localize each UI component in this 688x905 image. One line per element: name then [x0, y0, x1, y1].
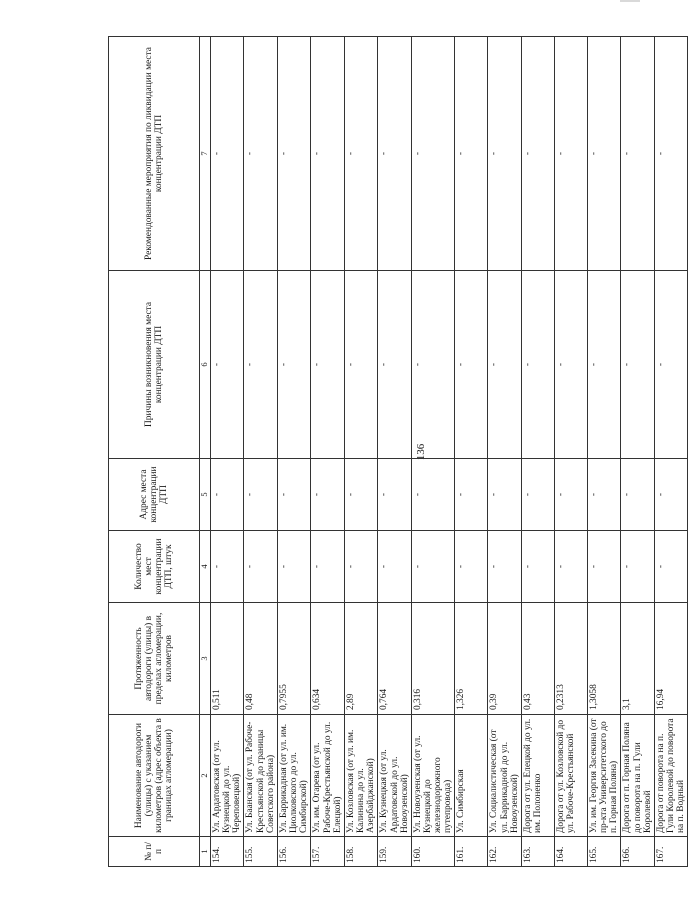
- dtp-address: -: [211, 459, 244, 531]
- dtp-concentration-table: [108, 36, 688, 867]
- dtp-address: -: [411, 459, 455, 531]
- road-length: 1,3058: [587, 603, 620, 715]
- dtp-count: -: [521, 531, 554, 603]
- dtp-address: -: [488, 459, 521, 531]
- dtp-count: -: [621, 531, 654, 603]
- row-number: 167.: [654, 837, 687, 867]
- row-number: 155.: [244, 837, 277, 867]
- road-name: Дорога от ул. Елецкой до ул. им. Полоненко: [521, 715, 554, 837]
- dtp-count: -: [411, 531, 455, 603]
- column-number: 6: [200, 271, 211, 459]
- table-header: [109, 37, 211, 867]
- table-row: [244, 37, 277, 867]
- road-length: 0,511: [211, 603, 244, 715]
- table-row: [311, 37, 344, 867]
- dtp-cause: -: [344, 271, 377, 459]
- row-number: 166.: [621, 837, 654, 867]
- row-number: 162.: [488, 837, 521, 867]
- recommended-measures: -: [488, 37, 521, 271]
- road-name: Ул. Социалистическая (от ул. Баррикадной до ул. Новоузенской): [488, 715, 521, 837]
- dtp-count: -: [554, 531, 587, 603]
- road-length: 0,764: [378, 603, 411, 715]
- column-number-row: [200, 37, 211, 867]
- table-row: [621, 37, 654, 867]
- recommended-measures: -: [621, 37, 654, 271]
- table-row: [654, 37, 687, 867]
- road-name: Ул. Ардатовская (от ул. Кузнецкой до ул. Череповецкой): [211, 715, 244, 837]
- table-row: [455, 37, 488, 867]
- header-length: Протяженность автодороги (улицы) в пределах агломерации, километров: [109, 603, 200, 715]
- dtp-cause: -: [587, 271, 620, 459]
- table-row: [211, 37, 244, 867]
- table-row: [378, 37, 411, 867]
- recommended-measures: -: [455, 37, 488, 271]
- dtp-address: -: [277, 459, 310, 531]
- recommended-measures: -: [211, 37, 244, 271]
- dtp-address: -: [521, 459, 554, 531]
- recommended-measures: -: [277, 37, 310, 271]
- table-row: [521, 37, 554, 867]
- dtp-cause: -: [455, 271, 488, 459]
- dtp-count: -: [244, 531, 277, 603]
- table-row: [488, 37, 521, 867]
- road-name: Ул. им. Огарева (от ул. Рабоче-Крестьянской до ул. Елецкой): [311, 715, 344, 837]
- dtp-cause: -: [654, 271, 687, 459]
- dtp-address: -: [621, 459, 654, 531]
- dtp-cause: -: [554, 271, 587, 459]
- table-row: [411, 37, 455, 867]
- dtp-address: -: [378, 459, 411, 531]
- road-name: Дорога от поворота на п. Гули Королевой до поворота на п. Водный: [654, 715, 687, 837]
- road-length: 0,7955: [277, 603, 310, 715]
- header-row: [109, 37, 200, 867]
- column-number: 7: [200, 37, 211, 271]
- recommended-measures: -: [521, 37, 554, 271]
- header-count: Количество мест концентрации ДТП, штук: [109, 531, 200, 603]
- column-number: 2: [200, 715, 211, 837]
- table-row: [344, 37, 377, 867]
- row-number: 154.: [211, 837, 244, 867]
- dtp-count: -: [378, 531, 411, 603]
- dtp-cause: -: [411, 271, 455, 459]
- dtp-address: -: [244, 459, 277, 531]
- page-edge-mark: [620, 0, 640, 2]
- recommended-measures: -: [411, 37, 455, 271]
- dtp-address: -: [587, 459, 620, 531]
- dtp-cause: -: [311, 271, 344, 459]
- dtp-count: -: [277, 531, 310, 603]
- dtp-address: -: [554, 459, 587, 531]
- road-length: 0,2313: [554, 603, 587, 715]
- dtp-cause: -: [244, 271, 277, 459]
- row-number: 161.: [455, 837, 488, 867]
- dtp-cause: -: [378, 271, 411, 459]
- road-name: Ул. Новоузенская (от ул. Кузнецкой до железнодорожного путепровода): [411, 715, 455, 837]
- road-name: Ул. Козловская (от ул. им. Калинина до ул. Азербайджанской): [344, 715, 377, 837]
- recommended-measures: -: [378, 37, 411, 271]
- row-number: 164.: [554, 837, 587, 867]
- recommended-measures: -: [654, 37, 687, 271]
- dtp-cause: -: [488, 271, 521, 459]
- dtp-address: -: [654, 459, 687, 531]
- dtp-cause: -: [521, 271, 554, 459]
- table-body: [211, 37, 688, 867]
- road-name: Ул. Баррикадная (от ул. им. Циолковского до ул. Симбирской): [277, 715, 310, 837]
- road-length: 1,326: [455, 603, 488, 715]
- dtp-cause: -: [621, 271, 654, 459]
- dtp-count: -: [488, 531, 521, 603]
- page-number: 136: [415, 443, 427, 461]
- header-address: Адрес места концентрации ДТП: [109, 459, 200, 531]
- header-road-name: Наименование автодороги (улицы) с указанием километров (адрес объекта в границах агломерации): [109, 715, 200, 837]
- road-length: 0,316: [411, 603, 455, 715]
- dtp-address: -: [344, 459, 377, 531]
- road-length: 16,94: [654, 603, 687, 715]
- dtp-count: -: [344, 531, 377, 603]
- road-length: 3,1: [621, 603, 654, 715]
- column-number: 5: [200, 459, 211, 531]
- dtp-address: -: [455, 459, 488, 531]
- road-name: Ул. Симбирская: [455, 715, 488, 837]
- column-number: 4: [200, 531, 211, 603]
- column-number: 3: [200, 603, 211, 715]
- road-name: Дорога от п. Горная Поляна до поворота на п. Гули Королевой: [621, 715, 654, 837]
- road-length: 2,89: [344, 603, 377, 715]
- header-num: № п/п: [109, 837, 200, 867]
- rotated-table-wrapper: [108, 37, 687, 867]
- row-number: 158.: [344, 837, 377, 867]
- dtp-count: -: [587, 531, 620, 603]
- row-number: 160.: [411, 837, 455, 867]
- recommended-measures: -: [587, 37, 620, 271]
- dtp-address: -: [311, 459, 344, 531]
- recommended-measures: -: [554, 37, 587, 271]
- table-row: [587, 37, 620, 867]
- recommended-measures: -: [244, 37, 277, 271]
- dtp-count: -: [455, 531, 488, 603]
- row-number: 163.: [521, 837, 554, 867]
- dtp-count: -: [654, 531, 687, 603]
- dtp-cause: -: [211, 271, 244, 459]
- row-number: 159.: [378, 837, 411, 867]
- recommended-measures: -: [311, 37, 344, 271]
- row-number: 157.: [311, 837, 344, 867]
- road-length: 0,39: [488, 603, 521, 715]
- recommended-measures: -: [344, 37, 377, 271]
- road-name: Ул. им. Георгия Засекина (от пр-кта Университетского до п. Горная Поляна): [587, 715, 620, 837]
- header-causes: Причины возникновения места концентрации ДТП: [109, 271, 200, 459]
- dtp-count: -: [211, 531, 244, 603]
- road-length: 0,634: [311, 603, 344, 715]
- header-measures: Рекомендованные мероприятия по ликвидации места концентрации ДТП: [109, 37, 200, 271]
- road-length: 0,43: [521, 603, 554, 715]
- dtp-cause: -: [277, 271, 310, 459]
- row-number: 165.: [587, 837, 620, 867]
- table-row: [277, 37, 310, 867]
- road-name: Ул. Кузнецкая (от ул. Ардатовской до ул. Новоузенской): [378, 715, 411, 837]
- road-length: 0,48: [244, 603, 277, 715]
- row-number: 156.: [277, 837, 310, 867]
- road-name: Ул. Баанская (от ул. Рабоче-Крестьянской до границы Советского района): [244, 715, 277, 837]
- dtp-count: -: [311, 531, 344, 603]
- road-name: Дорога от ул. Козловской до ул. Рабоче-Крестьянской: [554, 715, 587, 837]
- table-row: [554, 37, 587, 867]
- column-number: 1: [200, 837, 211, 867]
